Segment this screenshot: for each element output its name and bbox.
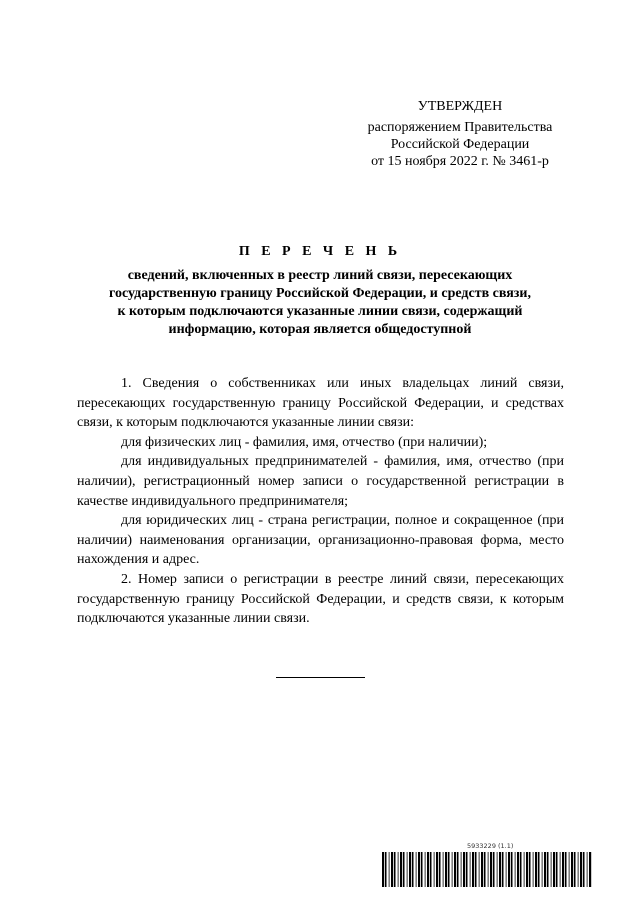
document-body <box>77 374 564 629</box>
subtitle-line: информацию, которая является общедоступной <box>168 322 472 337</box>
paragraph-entrepreneurs: для индивидуальных предпринимателей - фамилия, имя, отчество (при наличии), регистрационный номер записи о государственной регистрации в качестве индивидуального предпринимателя; <box>77 454 564 509</box>
approval-line: от 15 ноября 2022 г. № 3461-р <box>371 154 549 169</box>
document-title: П Е Р Е Ч Е Н Ь <box>238 244 402 259</box>
barcode-block <box>382 842 592 888</box>
document-subtitle <box>70 267 570 339</box>
paragraph-item-1: 1. Сведения о собственниках или иных владельцах линий связи, пересекающих государственную границу Российской Федерации, и средствах связи, к которым подключаются указанные линии связи: <box>77 376 564 431</box>
approval-status: УТВЕРЖДЕН <box>417 99 503 114</box>
approval-line: Российской Федерации <box>390 137 530 152</box>
subtitle-line: сведений, включенных в реестр линий связи, пересекающих <box>127 268 513 283</box>
paragraph-individuals: для физических лиц - фамилия, имя, отчество (при наличии); <box>121 434 488 450</box>
subtitle-line: государственную границу Российской Федерации, и средств связи, <box>108 286 531 301</box>
paragraph-legal-entities: для юридических лиц - страна регистрации, полное и сокращенное (при наличии) наименования организации, организационно-правовая форма, место нахождения и адрес. <box>77 513 564 568</box>
barcode-label: 5933229 (1.1) <box>467 842 514 850</box>
barcode-icon <box>382 852 592 887</box>
approval-line: распоряжением Правительства <box>367 120 553 135</box>
paragraph-item-2: 2. Номер записи о регистрации в реестре линий связи, пересекающих государственную границу Российской Федерации, и средств связи, к которым подключаются указанные линии связи. <box>77 571 564 627</box>
approval-block <box>330 98 590 170</box>
subtitle-line: к которым подключаются указанные линии связи, содержащий <box>117 304 523 319</box>
closing-rule <box>276 677 365 678</box>
